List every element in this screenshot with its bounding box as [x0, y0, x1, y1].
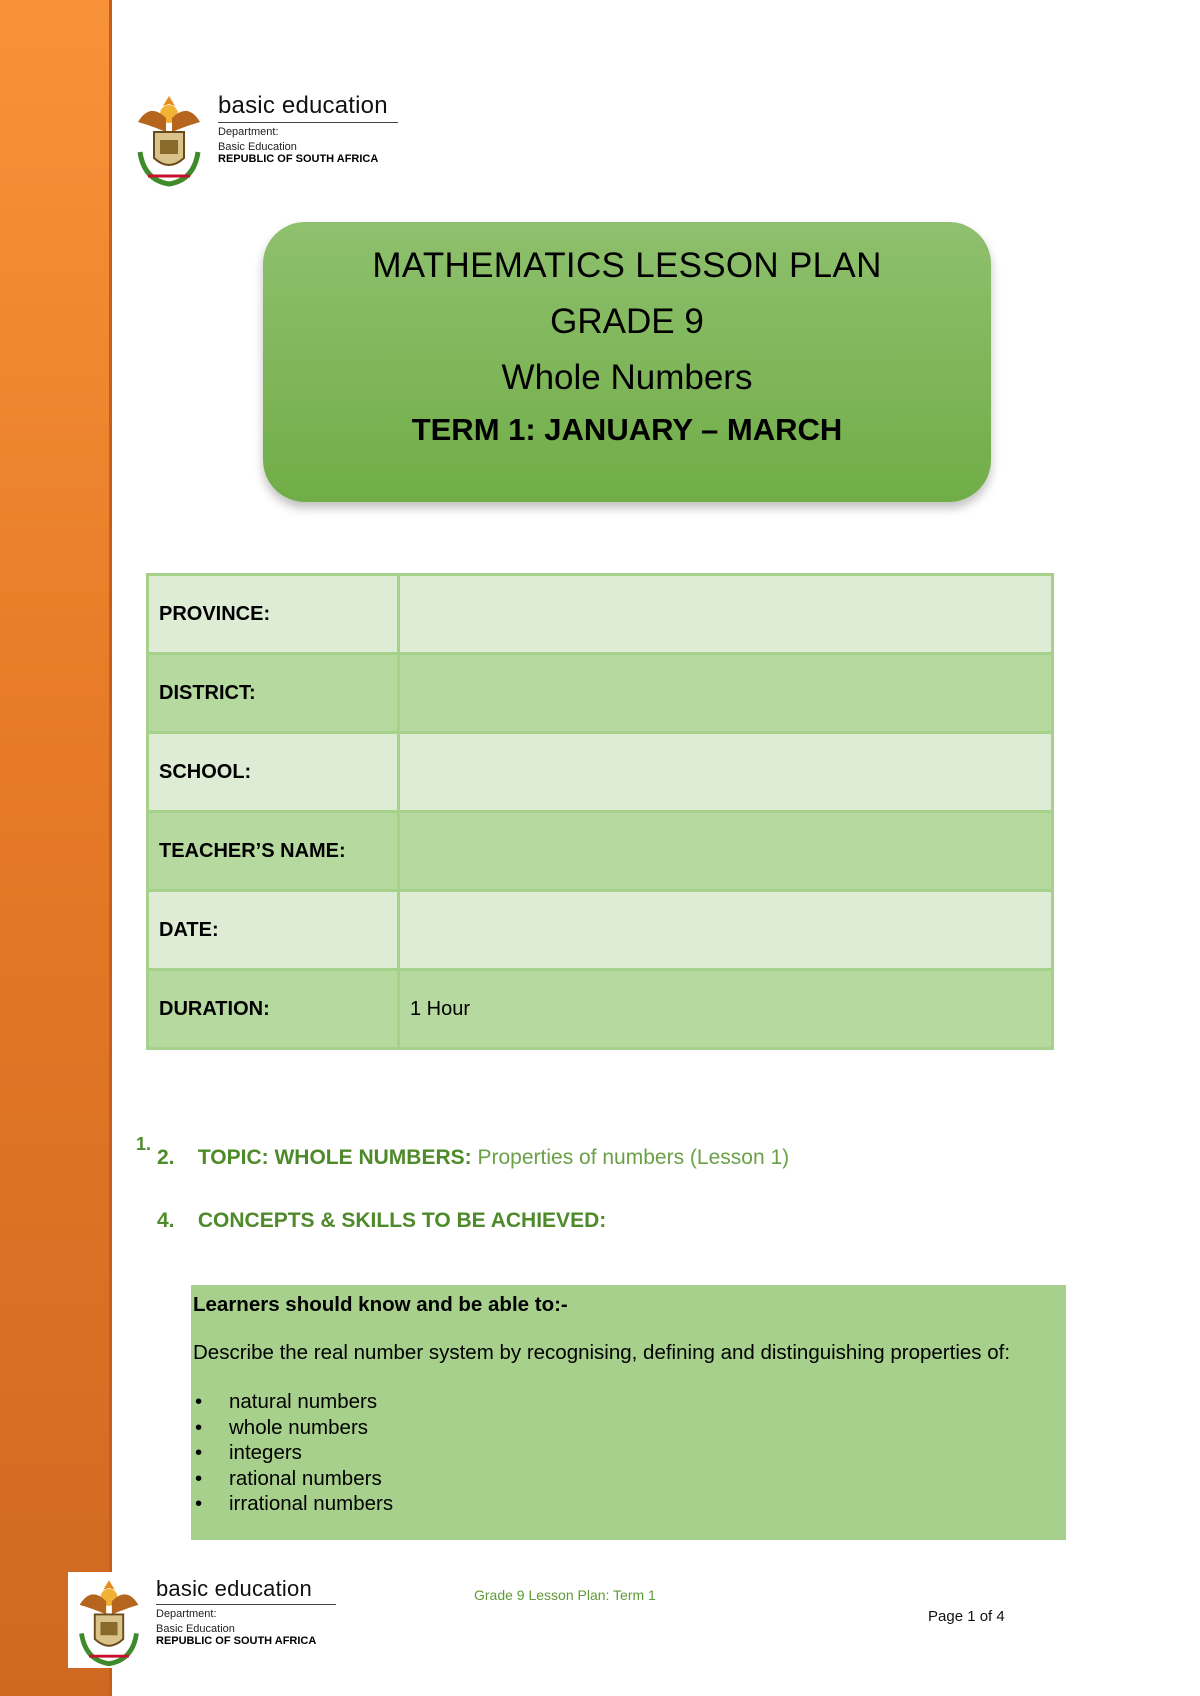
topic-label: TOPIC: WHOLE NUMBERS:	[197, 1146, 472, 1169]
district-value[interactable]	[399, 654, 1053, 733]
coat-of-arms-icon	[72, 1576, 146, 1668]
department-name: Basic Education	[218, 141, 297, 153]
table-row	[148, 575, 1053, 654]
table-row	[148, 733, 1053, 812]
brand-title: basic education	[156, 1576, 336, 1605]
list-marker: 1.	[136, 1134, 152, 1154]
list-item: • rational numbers	[229, 1466, 1064, 1492]
province-label: PROVINCE:	[148, 575, 399, 654]
duration-value[interactable]: 1 Hour	[399, 970, 1053, 1049]
topic-title: Whole Numbers	[501, 358, 753, 397]
department-label: Department:	[218, 126, 279, 138]
list-item: • integers	[229, 1440, 1064, 1466]
topic-value: Properties of numbers (Lesson 1)	[477, 1146, 790, 1169]
concepts-number: 4.	[157, 1209, 175, 1232]
department-name: Basic Education	[156, 1623, 235, 1635]
date-label: DATE:	[148, 891, 399, 970]
document-title: MATHEMATICS LESSON PLAN	[372, 246, 882, 285]
teacher-name-label: TEACHER’S NAME:	[148, 812, 399, 891]
info-table	[146, 573, 1054, 1050]
duration-label: DURATION:	[148, 970, 399, 1049]
country-name: REPUBLIC OF SOUTH AFRICA	[218, 153, 379, 165]
grade-label: GRADE 9	[550, 302, 704, 341]
district-label: DISTRICT:	[148, 654, 399, 733]
province-value[interactable]	[399, 575, 1053, 654]
table-row	[148, 970, 1053, 1049]
page-number: Page 1 of 4	[928, 1608, 1005, 1625]
table-row	[148, 654, 1053, 733]
topic-number: 2.	[157, 1146, 175, 1169]
table-row	[148, 812, 1053, 891]
list-item: • irrational numbers	[229, 1491, 1064, 1517]
term-label: TERM 1: JANUARY – MARCH	[411, 412, 843, 447]
learners-description: Describe the real number system by recognising, defining and distinguishing properties of:	[193, 1341, 1011, 1364]
brand-title: basic education	[218, 92, 398, 123]
learners-heading: Learners should know and be able to:-	[193, 1293, 568, 1316]
learners-box	[191, 1285, 1066, 1540]
teacher-name-value[interactable]	[399, 812, 1053, 891]
date-value[interactable]	[399, 891, 1053, 970]
school-label: SCHOOL:	[148, 733, 399, 812]
list-item: • natural numbers	[229, 1389, 1064, 1415]
title-box	[263, 222, 991, 502]
number-types-list	[193, 1389, 1064, 1517]
list-item: • whole numbers	[229, 1415, 1064, 1441]
concepts-label: CONCEPTS & SKILLS TO BE ACHIEVED:	[197, 1209, 607, 1232]
footer-title: Grade 9 Lesson Plan: Term 1	[474, 1587, 656, 1603]
footer-logo	[68, 1572, 336, 1668]
concepts-heading	[157, 1209, 606, 1233]
topic-heading	[157, 1146, 789, 1170]
department-label: Department:	[156, 1608, 217, 1620]
table-row	[148, 891, 1053, 970]
school-value[interactable]	[399, 733, 1053, 812]
orange-sidebar	[0, 0, 112, 1696]
header-logo	[130, 92, 398, 188]
coat-of-arms-icon	[130, 92, 208, 188]
country-name: REPUBLIC OF SOUTH AFRICA	[156, 1635, 317, 1647]
